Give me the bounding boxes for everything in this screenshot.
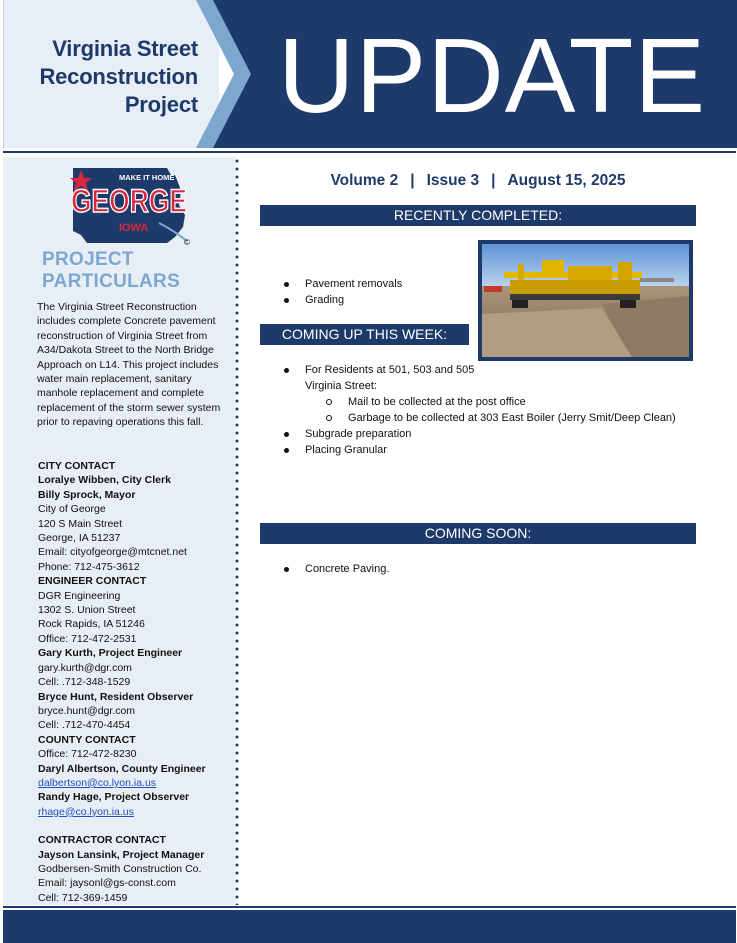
project-particulars-line: PARTICULARS xyxy=(42,271,181,292)
project-title-line: Project xyxy=(124,92,198,117)
logo-tagline: MAKE IT HOME xyxy=(119,173,175,182)
contractor-contact-heading: CONTRACTOR CONTACT xyxy=(38,834,166,847)
engineer-contact-heading: ENGINEER CONTACT xyxy=(38,575,147,588)
issue-label: Issue 3 xyxy=(426,172,480,189)
county-contact-heading: COUNTY CONTACT xyxy=(38,733,136,746)
contractor-contact-person: Jayson Lansink, Project Manager xyxy=(38,848,205,861)
logo-town-name: GEORGE xyxy=(71,183,187,219)
volume-label: Volume 2 xyxy=(330,172,399,189)
logo-copyright-mark: © xyxy=(184,238,190,247)
sublist-item: Garbage to be collected at 303 East Boiler (Jerry Smit/Deep Clean) xyxy=(305,410,689,426)
engineer-contact-person: Gary Kurth, Project Engineer xyxy=(38,647,183,660)
city-contact-address: George, IA 51237 xyxy=(38,532,121,545)
engineer-contact-address: Rock Rapids, IA 51246 xyxy=(38,618,145,631)
county-observer-email-link[interactable]: rhage@co.lyon.ia.us xyxy=(38,805,134,818)
list-item: Concrete Paving. xyxy=(279,561,579,577)
engineer-contact-email: bryce.hunt@dgr.com xyxy=(38,704,136,717)
contractor-contact-org: Godbersen-Smith Construction Co. xyxy=(38,862,202,875)
paving-machine-photo xyxy=(478,240,693,361)
footer-divider xyxy=(3,906,736,908)
sublist-item: Mail to be collected at the post office xyxy=(305,394,689,410)
project-particulars-heading xyxy=(42,249,180,293)
county-contact-person: Randy Hage, Project Observer xyxy=(38,791,190,804)
county-contact-office: Office: 712-472-8230 xyxy=(38,748,137,761)
coming-soon-heading: COMING SOON: xyxy=(260,523,696,544)
issue-separator: | xyxy=(491,172,496,189)
sidebar xyxy=(3,157,236,905)
contractor-contact-email: Email: jaysonl@gs-const.com xyxy=(38,877,176,890)
list-item: Placing Granular xyxy=(279,442,689,458)
project-description: The Virginia Street Reconstruction includes complete Concrete pavement reconstruction of Virginia Street from A34/Dakota Street to the North Bridge Approach on L14. This project includes water main replacement, sanitary manhole replacement and complete replacement of the storm sewer system prior to repaving operations this fall. xyxy=(37,301,221,429)
masthead xyxy=(0,0,737,150)
george-iowa-logo xyxy=(67,165,197,245)
coming-up-this-week-heading: COMING UP THIS WEEK: xyxy=(260,324,469,345)
recently-completed-list xyxy=(279,276,469,308)
paving-machine-image xyxy=(482,244,689,357)
engineer-contact-org: DGR Engineering xyxy=(38,589,121,602)
recently-completed-heading: RECENTLY COMPLETED: xyxy=(260,205,696,226)
city-contact-phone: Phone: 712-475-3612 xyxy=(38,560,140,573)
contractor-contact-cell: Cell: 712-369-1459 xyxy=(38,891,128,904)
county-engineer-email-link[interactable]: dalbertson@co.lyon.ia.us xyxy=(38,776,157,789)
city-contact-person: Loralye Wibben, City Clerk xyxy=(38,474,171,487)
city-contact-org: City of George xyxy=(38,503,106,516)
engineer-contact-email: gary.kurth@dgr.com xyxy=(38,661,132,674)
list-item xyxy=(279,362,689,426)
city-contact-email: Email: cityofgeorge@mtcnet.net xyxy=(38,546,187,559)
city-contact-person: Billy Sprock, Mayor xyxy=(38,488,136,501)
engineer-contact-person: Bryce Hunt, Resident Observer xyxy=(38,690,194,703)
county-contact-person: Daryl Albertson, County Engineer xyxy=(38,762,206,775)
project-title xyxy=(20,35,198,119)
issue-separator: | xyxy=(410,172,415,189)
dotted-column-divider xyxy=(235,157,239,905)
issue-date: August 15, 2025 xyxy=(507,172,626,189)
update-banner-title: UPDATE xyxy=(278,17,707,135)
engineer-contact-office: Office: 712-472-2531 xyxy=(38,632,137,645)
footer-bar xyxy=(3,910,736,943)
list-item: Grading xyxy=(279,292,469,308)
city-contact-address: 120 S Main Street xyxy=(38,517,123,530)
engineer-contact-cell: Cell: .712-348-1529 xyxy=(38,676,131,689)
project-title-line: Virginia Street xyxy=(52,36,198,61)
coming-soon-list xyxy=(279,561,579,577)
header-divider xyxy=(3,151,736,153)
list-item: Subgrade preparation xyxy=(279,426,689,442)
residents-sublist xyxy=(305,394,689,426)
list-item: Pavement removals xyxy=(279,276,469,292)
spacer xyxy=(38,819,236,833)
logo-state-name: IOWA xyxy=(119,222,149,234)
project-title-line: Reconstruction xyxy=(39,64,198,89)
issue-info xyxy=(260,172,696,190)
coming-up-list xyxy=(279,362,689,458)
engineer-contact-address: 1302 S. Union Street xyxy=(38,604,136,617)
city-contact-heading: CITY CONTACT xyxy=(38,460,116,472)
project-particulars-line: PROJECT xyxy=(42,249,134,270)
residents-item-text: For Residents at 501, 503 and 505 Virginia Street: xyxy=(305,364,475,392)
engineer-contact-cell: Cell: .712-470-4454 xyxy=(38,719,131,732)
contact-list xyxy=(38,459,236,905)
